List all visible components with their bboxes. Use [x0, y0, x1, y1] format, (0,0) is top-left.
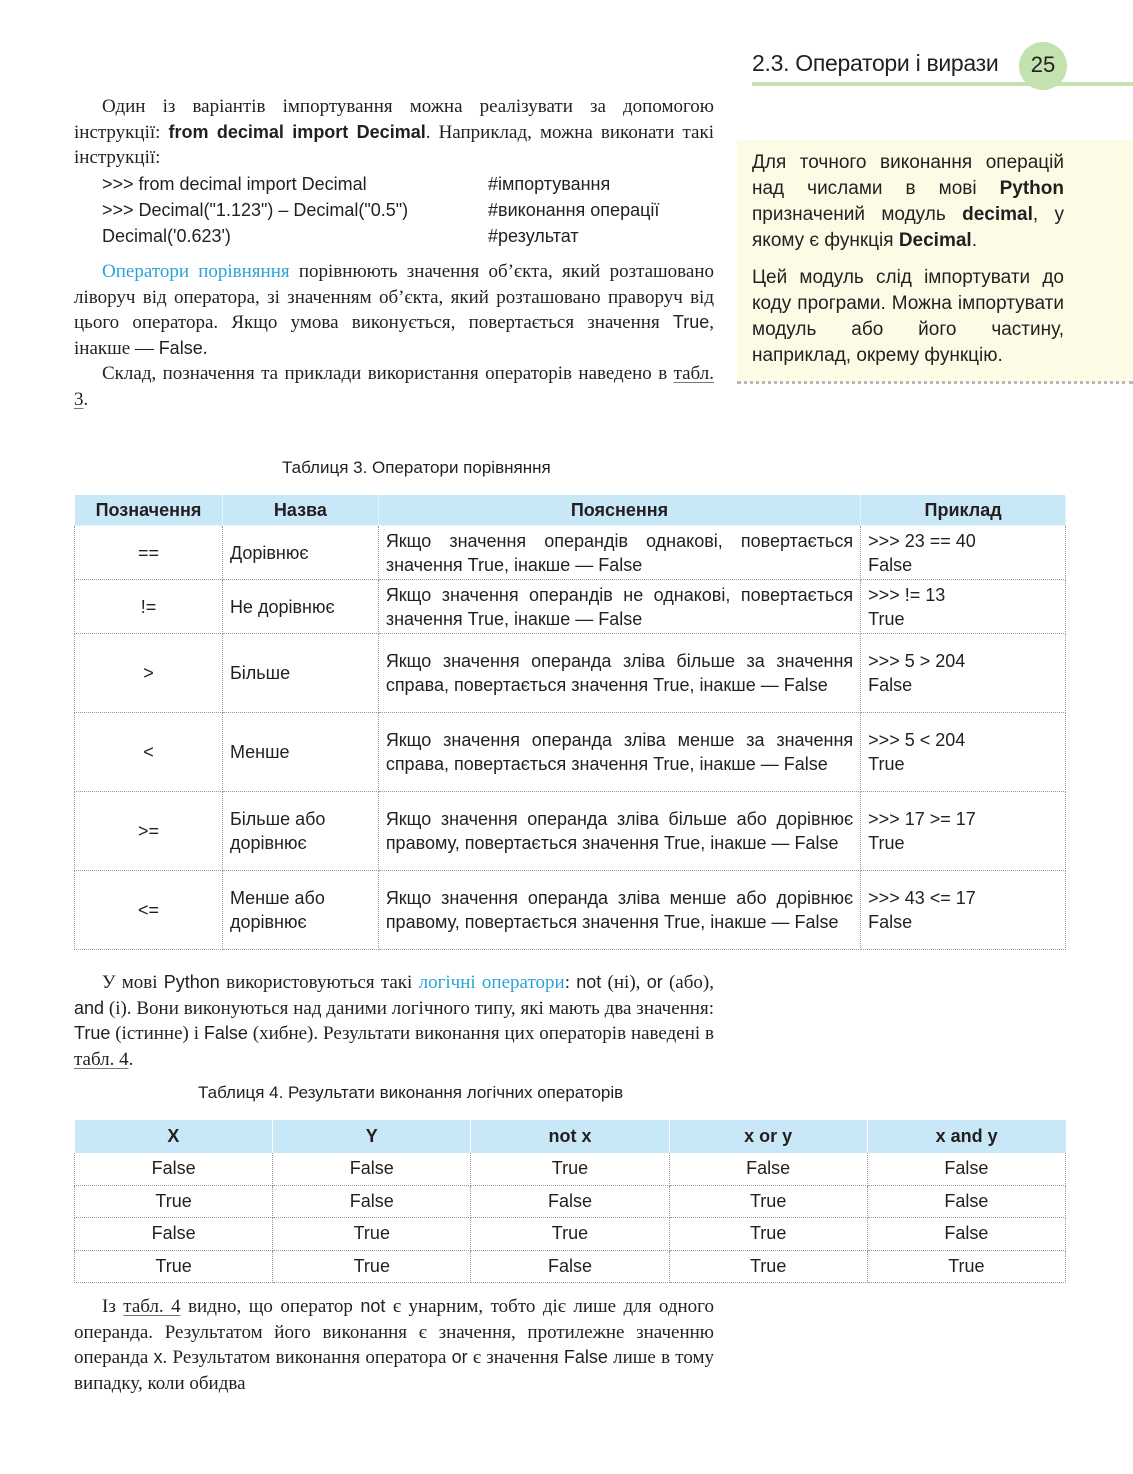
table-cell: False [273, 1185, 471, 1218]
table-cell: False [471, 1185, 669, 1218]
sidebar-note-text: Для точного виконання операцій над числами в мові Python призначений модуль decimal, у якому є функція Decimal. Цей модуль слід імпортувати до коду програми. Можна імпортувати модуль або його частину, наприклад, окрему функцію. [752, 152, 1064, 366]
code-line: Decimal('0.623') #результат [102, 226, 579, 246]
final-paragraph: Із табл. 4 видно, що оператор not є унарним, тобто діє лише для одного операнда. Результатом його виконання є значення, протилежне значенню операнда x. Результатом виконання оператора or є значення False лише в тому випадку, коли обидва [74, 1296, 714, 1394]
operator-name: Дорівнює [222, 526, 378, 580]
comparison-operators-table [74, 494, 1066, 950]
code-line: >>> from decimal import Decimal #імпортування [102, 174, 611, 194]
operator-example: >>> != 13 True [861, 580, 1066, 634]
table-row [75, 871, 1066, 950]
sidebar-dotted-rule [737, 381, 1133, 384]
operator-explanation: Якщо значення операнда зліва більше за значення справа, повертається значення True, інакше — False [378, 634, 860, 713]
operator-name: Менше або дорівнює [222, 871, 378, 950]
operator-name: Більше або дорівнює [222, 792, 378, 871]
table-header-row [75, 495, 1066, 526]
table-row [75, 580, 1066, 634]
operator-explanation: Якщо значення операндів не однакові, повертається значення True, інакше — False [378, 580, 860, 634]
operator-explanation: Якщо значення операнда зліва менше за значення справа, повертається значення True, інакше — False [378, 713, 860, 792]
table-row [75, 713, 1066, 792]
page-header-title: 2.3. Оператори і вирази [752, 50, 999, 76]
operator-symbol: == [75, 526, 223, 580]
table-cell: True [669, 1185, 867, 1218]
operator-example: >>> 23 == 40 False [861, 526, 1066, 580]
operator-name: Більше [222, 634, 378, 713]
column-header: x and y [867, 1120, 1065, 1153]
operator-explanation: Якщо значення операндів однакові, повертається значення True, інакше — False [378, 526, 860, 580]
table-4-caption: Таблиця 4. Результати виконання логічних операторів [198, 1083, 624, 1102]
operator-name: Менше [222, 713, 378, 792]
intro-paragraph: Один із варіантів імпортування можна реалізувати за допомогою інструкції: from decimal import Decimal. Наприклад, можна виконати такі інструкції: [74, 96, 714, 168]
code-block [102, 171, 702, 249]
table-row [75, 792, 1066, 871]
operator-symbol: >= [75, 792, 223, 871]
table-cell: False [471, 1250, 669, 1283]
column-header: Пояснення [378, 495, 860, 526]
table-row [75, 1218, 1066, 1251]
column-header: Назва [222, 495, 378, 526]
logic-paragraph: У мові Python використовуються такі логічні оператори: not (ні), or (або), and (і). Вони виконуються над даними логічного типу, які мають два значення: True (істинне) і False (хибне). Результати виконання цих операторів наведені в табл. 4. [74, 972, 714, 1070]
operator-example: >>> 5 < 204 True [861, 713, 1066, 792]
table-cell: False [867, 1218, 1065, 1251]
page-number: 25 [1019, 42, 1067, 90]
operator-example: >>> 43 <= 17 False [861, 871, 1066, 950]
table-cell: False [273, 1153, 471, 1185]
table-3-reference: табл. 3 [74, 363, 714, 410]
table-cell: False [867, 1185, 1065, 1218]
table-3-caption: Таблиця 3. Оператори порівняння [282, 458, 551, 477]
table-row [75, 634, 1066, 713]
operator-symbol: > [75, 634, 223, 713]
operator-symbol: < [75, 713, 223, 792]
column-header: Y [273, 1120, 471, 1153]
code-line: >>> Decimal("1.123") – Decimal("0.5") #виконання операції [102, 200, 660, 220]
operator-explanation: Якщо значення операнда зліва більше або дорівнює правому, повертається значення True, інакше — False [378, 792, 860, 871]
header-rule [752, 82, 1133, 86]
table-cell: True [75, 1185, 273, 1218]
table-4-reference: табл. 4 [123, 1296, 181, 1317]
operator-symbol: != [75, 580, 223, 634]
column-header: Приклад [861, 495, 1066, 526]
table-cell: True [75, 1250, 273, 1283]
table-cell: True [471, 1153, 669, 1185]
operator-name: Не дорівнює [222, 580, 378, 634]
operator-symbol: <= [75, 871, 223, 950]
column-header: x or y [669, 1120, 867, 1153]
table-cell: True [471, 1218, 669, 1251]
logical-operators-table [74, 1120, 1066, 1283]
column-header: not x [471, 1120, 669, 1153]
column-header: Позначення [75, 495, 223, 526]
term-comparison-operators: Оператори порівняння [102, 261, 290, 282]
table-row [75, 1153, 1066, 1185]
table-cell: False [75, 1218, 273, 1251]
table-cell: True [669, 1218, 867, 1251]
comparison-paragraph: Оператори порівняння порівнюють значення об’єкта, який розташовано ліворуч від оператора, зі значенням об’єкта, який розташовано праворуч від цього оператора. Якщо умова виконується, повертається значення True, інакше — False. Склад, позначення та приклади використання операторів наведено в табл. 3. [74, 261, 714, 410]
term-logical-operators: логічні оператори [418, 972, 565, 993]
table-row [75, 526, 1066, 580]
table-cell: True [273, 1250, 471, 1283]
operator-explanation: Якщо значення операнда зліва менше або дорівнює правому, повертається значення True, інакше — False [378, 871, 860, 950]
table-cell: True [669, 1250, 867, 1283]
table-cell: False [669, 1153, 867, 1185]
table-cell: False [75, 1153, 273, 1185]
table-cell: True [273, 1218, 471, 1251]
column-header: X [75, 1120, 273, 1153]
table-cell: True [867, 1250, 1065, 1283]
table-cell: False [867, 1153, 1065, 1185]
operator-example: >>> 17 >= 17 True [861, 792, 1066, 871]
table-4-reference: табл. 4 [74, 1048, 129, 1070]
table-header-row [75, 1120, 1066, 1153]
operator-example: >>> 5 > 204 False [861, 634, 1066, 713]
table-row [75, 1250, 1066, 1283]
table-row [75, 1185, 1066, 1218]
